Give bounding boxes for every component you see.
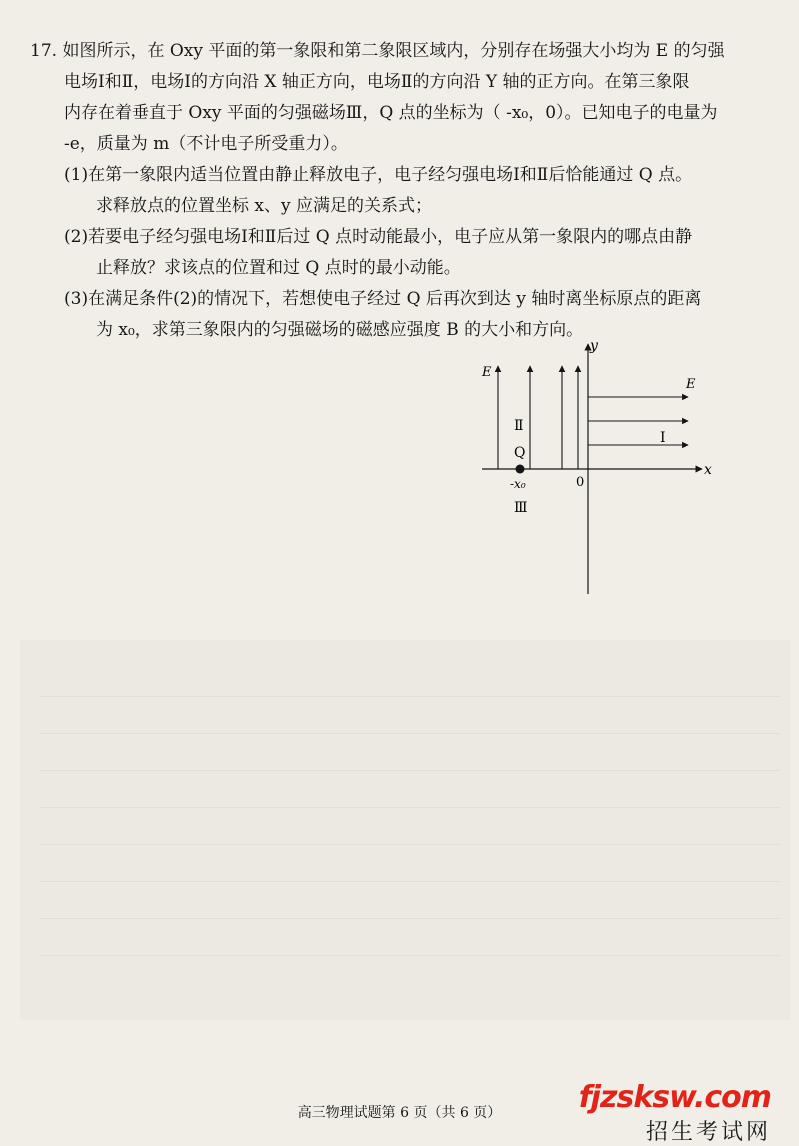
question-stem-line-3: 内存在着垂直于 Oxy 平面的匀强磁场Ⅲ，Q 点的坐标为（ -x₀，0）。已知电子的电量为: [64, 103, 718, 123]
part-3: (3)在满足条件(2)的情况下，若想使电子经过 Q 后再次到达 y 轴时离坐标原点的距离: [64, 289, 702, 309]
part-3-label: (3): [64, 289, 89, 309]
watermark: [579, 1080, 771, 1146]
neg-x0-label: -x₀: [510, 477, 526, 491]
watermark-tagline: 招生考试网: [645, 1120, 771, 1145]
part-1-label: (1): [64, 165, 89, 185]
question-stem-line-2: 电场Ⅰ和Ⅱ，电场Ⅰ的方向沿 X 轴正方向，电场Ⅱ的方向沿 Y 轴的正方向。在第三象限: [64, 72, 690, 92]
field-2-e-label: E: [482, 365, 492, 380]
y-axis-label: y: [590, 338, 598, 354]
region-1-label: Ⅰ: [660, 430, 666, 446]
part-2: (2)若要电子经匀强电场Ⅰ和Ⅱ后过 Q 点时动能最小，电子应从第一象限内的哪点由静: [64, 227, 693, 247]
x-axis-label: x: [704, 462, 712, 478]
field-1-e-label: E: [686, 377, 696, 392]
question-stem-line-4: -e，质量为 m（不计电子所受重力）。: [64, 134, 348, 154]
region-3-label: Ⅲ: [514, 500, 528, 516]
part-2-label: (2): [64, 227, 89, 247]
point-q-dot: [516, 465, 525, 474]
part-3-line-2: 为 x₀，求第三象限内的匀强磁场的磁感应强度 B 的大小和方向。: [96, 320, 584, 340]
origin-label: 0: [576, 475, 585, 490]
point-q-label: Q: [514, 445, 526, 461]
bleed-through-text: [40, 660, 780, 956]
region-2-label: Ⅱ: [514, 418, 524, 434]
page-footer: 高三物理试题第 6 页（共 6 页）: [297, 1105, 502, 1121]
question-number: 17.: [30, 41, 58, 61]
part-1: (1)在第一象限内适当位置由静止释放电子，电子经匀强电场Ⅰ和Ⅱ后恰能通过 Q 点。: [64, 165, 693, 185]
part-2-line-2: 止释放？求该点的位置和过 Q 点时的最小动能。: [96, 258, 461, 278]
watermark-brand: fjzsksw.com: [578, 1080, 771, 1115]
field-diagram: [470, 336, 730, 598]
question-stem-line-1: 17. 如图所示，在 Oxy 平面的第一象限和第二象限区域内，分别存在场强大小均为 E 的匀强: [30, 41, 725, 61]
question-17: [30, 36, 730, 346]
part-1-line-2: 求释放点的位置坐标 x、y 应满足的关系式；: [96, 196, 432, 216]
